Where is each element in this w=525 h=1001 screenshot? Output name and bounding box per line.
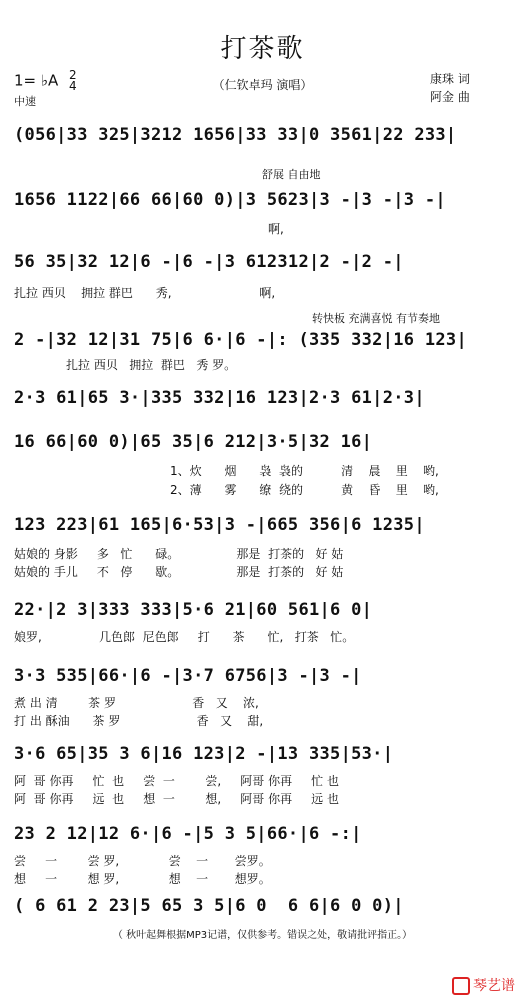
lyric-row-7a: 姑娘的 身影 多 忙 碌。 那是 打茶的 好 姑 <box>14 547 344 561</box>
score-row-1: (056|33 325|3212 1656|33 33|0 3561|22 233| <box>14 125 457 145</box>
lyric-row-10a: 阿 哥 你再 忙 也 尝 一 尝, 阿哥 你再 忙 也 <box>14 774 339 788</box>
lyric-row-6a: 1、炊 烟 袅 袅的 清 晨 里 哟, <box>170 464 439 478</box>
lyric-row-9a: 煮 出 清 茶 罗 香 又 浓, <box>14 696 259 710</box>
singer-credit: （仁钦卓玛 演唱） <box>212 78 313 92</box>
score-row-6: 16 66|60 0)|65 35|6 212|3·5|32 16| <box>14 432 373 452</box>
logo-text: 琴艺谱 <box>473 978 515 994</box>
lyric-row-9b: 打 出 酥油 茶 罗 香 又 甜, <box>14 714 264 728</box>
score-row-4: 2 -|32 12|31 75|6 6·|6 -|: (335 332|16 123| <box>14 330 467 350</box>
score-row-8: 22·|2 3|333 333|5·6 21|60 561|6 0| <box>14 600 373 620</box>
score-row-10: 3·6 65|35 3 6|16 123|2 -|13 335|53·| <box>14 744 394 764</box>
lyric-row-11b: 想 一 想 罗, 想 一 想罗。 <box>14 872 271 886</box>
author-credits <box>430 70 470 106</box>
score-row-7: 123 223|61 165|6·53|3 -|665 356|6 1235| <box>14 515 425 535</box>
score-row-9: 3·3 535|66·|6 -|3·7 6756|3 -|3 -| <box>14 666 362 686</box>
tempo-marking: 中速 <box>14 95 36 108</box>
composer-credit: 阿金 曲 <box>430 90 470 104</box>
lyric-row-8: 娘罗, 几色郎 尼色郎 打 茶 忙, 打茶 忙。 <box>14 630 355 644</box>
lyric-row-3: 扎拉 西贝 拥拉 群巴 秀, 啊, <box>14 286 276 300</box>
lyric-row-6b: 2、薄 雾 缭 绕的 黄 昏 里 哟, <box>170 483 439 497</box>
lyric-row-11a: 尝 一 尝 罗, 尝 一 尝罗。 <box>14 854 271 868</box>
score-row-11: 23 2 12|12 6·|6 -|5 3 5|66·|6 -:| <box>14 824 362 844</box>
site-logo <box>452 975 515 995</box>
annotation-free: 舒展 自由地 <box>262 168 321 181</box>
key-label: 1= ♭A <box>14 71 59 90</box>
footer-note: （ 秋叶起舞根据MP3记谱，仅供参考。错误之处，敬请批评指正。） <box>112 930 413 941</box>
score-row-3: 56 35|32 12|6 -|6 -|3 612312|2 -|2 -| <box>14 252 404 272</box>
song-title: 打茶歌 <box>220 34 305 64</box>
score-row-12: ( 6 61 2 23|5 65 3 5|6 0 6 6|6 0 0)| <box>14 896 404 916</box>
lyricist-credit: 康珠 词 <box>430 72 470 86</box>
lyric-row-7b: 姑娘的 手儿 不 停 歇。 那是 打茶的 好 姑 <box>14 565 344 579</box>
score-row-2: 1656 1122|66 66|60 0)|3 5623|3 -|3 -|3 -| <box>14 190 446 210</box>
lyric-row-10b: 阿 哥 你再 远 也 想 一 想, 阿哥 你再 远 也 <box>14 792 339 806</box>
time-sig-top: 2 <box>69 68 77 82</box>
lyric-row-2: 啊, <box>268 222 284 236</box>
logo-icon <box>452 977 470 995</box>
score-row-5: 2·3 61|65 3·|335 332|16 123|2·3 61|2·3| <box>14 388 425 408</box>
annotation-allegro: 转快板 充满喜悦 有节奏地 <box>312 312 440 325</box>
time-sig-bottom: 4 <box>69 79 77 93</box>
lyric-row-4: 扎拉 西贝 拥拉 群巴 秀 罗。 <box>66 358 237 372</box>
